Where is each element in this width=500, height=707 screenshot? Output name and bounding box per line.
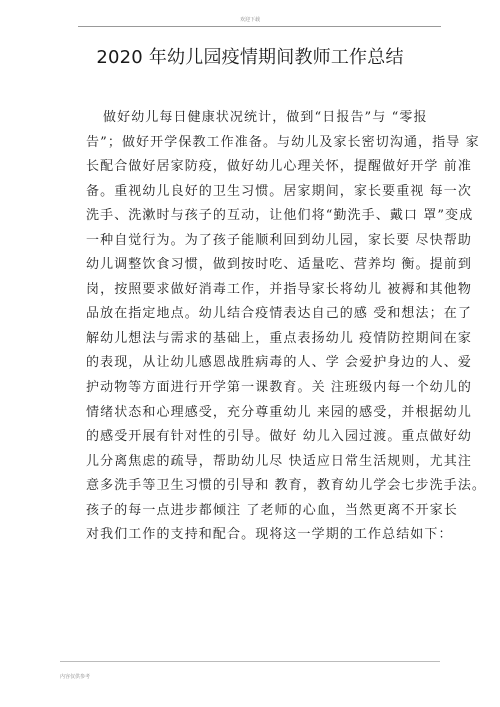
body-line: 解幼儿想法与需求的基础上，重点表扬幼儿 疫情防控期间在家: [86, 330, 472, 346]
body-line: 儿分离焦虑的疏导，帮助幼儿尽 快适应日常生活规则，尤其注: [86, 453, 472, 469]
body-line: 长配合做好居家防疫，做好幼儿心理关怀，提醒做好开学 前准: [86, 159, 472, 175]
body-line: 意多洗手等卫生习惯的引导和 教育，教育幼儿学会七步洗手法。: [86, 478, 487, 494]
body-line: 的感受开展有针对性的引导。做好 幼儿入园过渡。重点做好幼: [86, 429, 472, 445]
document-body: [86, 106, 487, 548]
body-line: 对我们工作的支持和配合。现将这一学期的工作总结如下：: [86, 527, 453, 543]
body-line: 岗，按照要求做好消毒工作，并指导家长将幼儿 被褥和其他物: [86, 281, 472, 297]
body-line: 一种自觉行为。为了孩子能顺利回到幼儿园，家长要 尽快帮助: [86, 232, 472, 248]
footer-divider: [60, 661, 440, 662]
body-line: 做好幼儿每日健康状况统计，做到“日报告”与 “零报: [103, 110, 428, 125]
body-line: 幼儿调整饮食习惯，做到按时吃、适量吃、营养均 衡。提前到: [86, 257, 472, 273]
body-line: 的表现，从让幼儿感恩战胜病毒的人、学 会爱护身边的人、爱: [86, 355, 472, 371]
header-divider: [78, 26, 441, 27]
body-line: 孩子的每一点进步都倾注 了老师的心血，当然更离不开家长: [86, 502, 458, 518]
footer-note: 内容仅供参考: [60, 674, 91, 680]
body-line: 洗手、洗漱时与孩子的互动，让他们将“勤洗手、戴口 罩”变成: [86, 208, 474, 224]
body-line: 品放在指定地点。幼儿结合疫情表达自己的感 受和想法；在了: [86, 306, 472, 322]
body-line: 护动物等方面进行开学第一课教育。关 注班级内每一个幼儿的: [86, 380, 472, 396]
body-line: 告”；做好开学保教工作准备。与幼儿及家长密切沟通，指导 家: [86, 134, 480, 150]
body-line: 情绪状态和心理感受，充分尊重幼儿 来园的感受，并根据幼儿: [86, 404, 472, 420]
document-title: 2020 年幼儿园疫情期间教师工作总结: [96, 47, 404, 68]
body-line: 备。重视幼儿良好的卫生习惯。居家期间，家长要重视 每一次: [86, 183, 472, 199]
header-note: 欢迎下载: [239, 17, 260, 23]
